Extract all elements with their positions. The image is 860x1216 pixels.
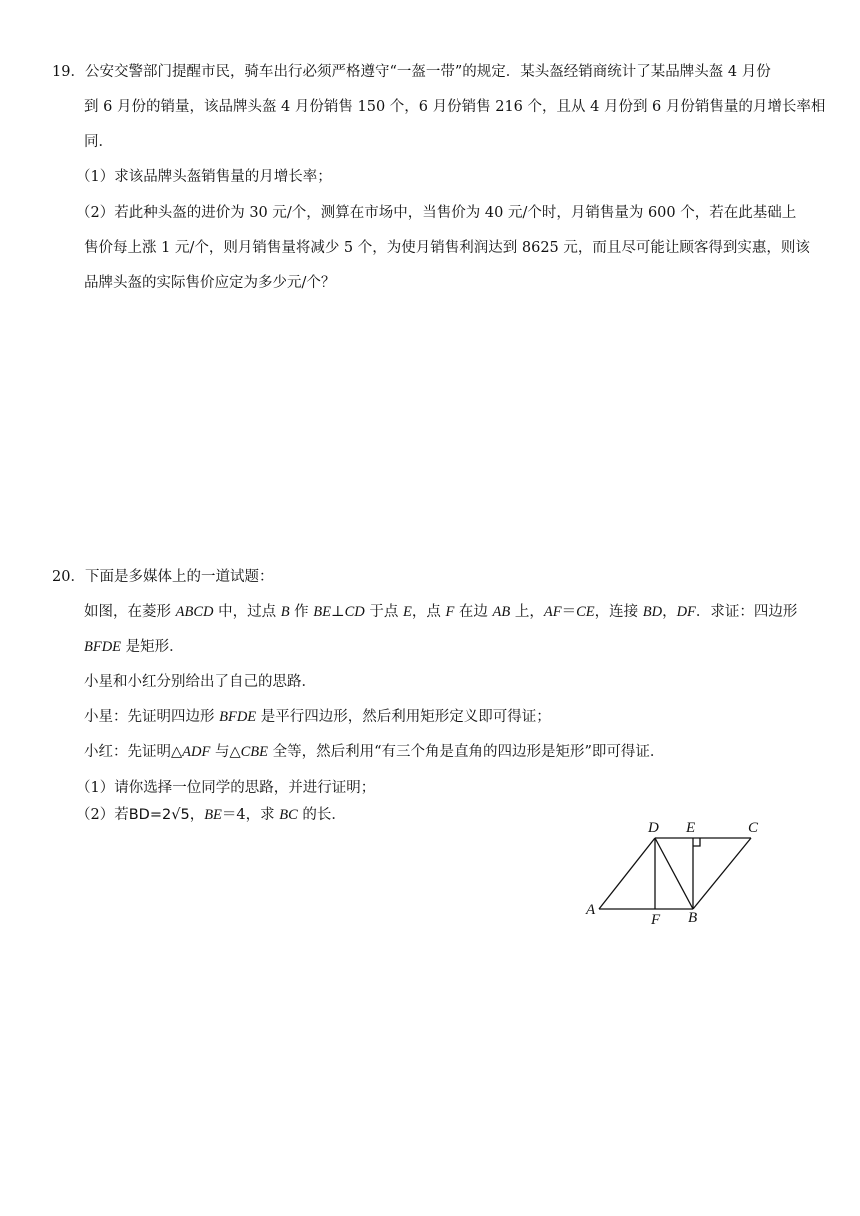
math-ABCD: ABCD <box>175 604 214 620</box>
label-E: E <box>686 820 696 836</box>
math-B: B <box>280 604 290 620</box>
q20-number: 20． <box>52 569 85 585</box>
text: ， <box>662 604 677 620</box>
text: 作 <box>289 604 314 620</box>
text: 小星：先证明四边形 <box>84 709 220 725</box>
text: 中，过点 <box>213 604 281 620</box>
q19-part1: （1）求该品牌头盔销售量的月增长率； <box>76 169 332 185</box>
math-BE: BE <box>313 604 331 620</box>
q19-text-line1: 公安交警部门提醒市民，骑车出行必须严格遵守“一盔一带”的规定．某头盔经销商统计了某品牌头盔 4 月份 <box>84 64 771 80</box>
math-CBE: CBE <box>240 744 268 760</box>
label-C: C <box>748 820 759 836</box>
q20-xiaoxing-line <box>84 707 551 727</box>
text: ， <box>189 807 205 823</box>
q19-text-line2: 到 6 月份的销量，该品牌头盔 4 月份销售 150 个，6 月份销售 216 个，且从 4 月份到 6 月份销售量的月增长率相 <box>84 99 826 115</box>
q19-number: 19． <box>52 64 85 80</box>
q20-intro: 下面是多媒体上的一道试题： <box>84 569 274 585</box>
label-A: A <box>586 902 596 918</box>
text: 与△ <box>210 744 241 760</box>
label-B: B <box>688 910 698 926</box>
math-CD: CD <box>344 604 365 620</box>
math-BFDE: BFDE <box>219 709 257 725</box>
math-BFDE: BFDE <box>84 639 122 655</box>
text: 是平行四边形，然后利用矩形定义即可得证； <box>256 709 551 725</box>
math-BE: BE <box>204 807 222 823</box>
right-angle-mark <box>693 838 700 846</box>
segment-AD <box>599 838 655 909</box>
math-CE: CE <box>576 604 595 620</box>
q20-line-intro <box>52 567 273 587</box>
q19-line1 <box>52 62 771 82</box>
label-D: D <box>648 820 659 836</box>
text: ，点 <box>411 604 446 620</box>
text: 在边 <box>454 604 493 620</box>
segment-BD <box>655 838 693 909</box>
math-F: F <box>445 604 455 620</box>
text: 全等，然后利用“有三个角是直角的四边形是矩形”即可得证． <box>268 744 665 760</box>
q19-part2-line2: 售价每上涨 1 元/个，则月销售量将减少 5 个，为使月销售利润达到 8625 元，而且尽可能让顾客得到实惠，则该 <box>84 240 810 256</box>
rhombus-figure <box>582 814 772 930</box>
text: 是矩形． <box>121 639 184 655</box>
math-ADF: ADF <box>182 744 211 760</box>
text: ，连接 <box>594 604 643 620</box>
math-DF: DF <box>676 604 696 620</box>
q20-statement-line1 <box>84 602 797 622</box>
perp-symbol: ⊥ <box>330 604 345 620</box>
math-BC: BC <box>279 807 298 823</box>
math-AF: AF <box>543 604 562 620</box>
math-E: E <box>403 604 412 620</box>
q20-part1: （1）请你选择一位同学的思路，并进行证明； <box>76 780 376 796</box>
math-BD: BD <box>128 807 150 823</box>
q19-part2-line1: （2）若此种头盔的进价为 30 元/个，测算在市场中，当售价为 40 元/个时，月销售量为 600 个，若在此基础上 <box>76 205 797 221</box>
text: 于点 <box>364 604 403 620</box>
sqrt-five: √5 <box>171 807 190 823</box>
q19-text-line3: 同． <box>84 134 113 150</box>
equals-two: =2 <box>149 807 172 823</box>
q20-statement-line2 <box>84 637 184 657</box>
equals-symbol: ＝ <box>561 604 577 620</box>
math-BD: BD <box>642 604 663 620</box>
q19-part2-line3: 品牌头盔的实际售价应定为多少元/个？ <box>84 275 336 291</box>
text: （2）若 <box>76 807 129 823</box>
q20-xiaohong-line <box>84 742 664 762</box>
math-AB: AB <box>492 604 511 620</box>
q20-part2 <box>76 805 346 825</box>
text: 的长． <box>297 807 346 823</box>
text: 上， <box>510 604 544 620</box>
text: 小红：先证明△ <box>84 744 183 760</box>
text: ．求证：四边形 <box>695 604 798 620</box>
text: 如图，在菱形 <box>84 604 176 620</box>
label-F: F <box>651 912 661 928</box>
text: ＝4，求 <box>221 807 280 823</box>
segment-BC <box>693 838 751 909</box>
q20-ideas-line: 小星和小红分别给出了自己的思路． <box>84 674 316 690</box>
